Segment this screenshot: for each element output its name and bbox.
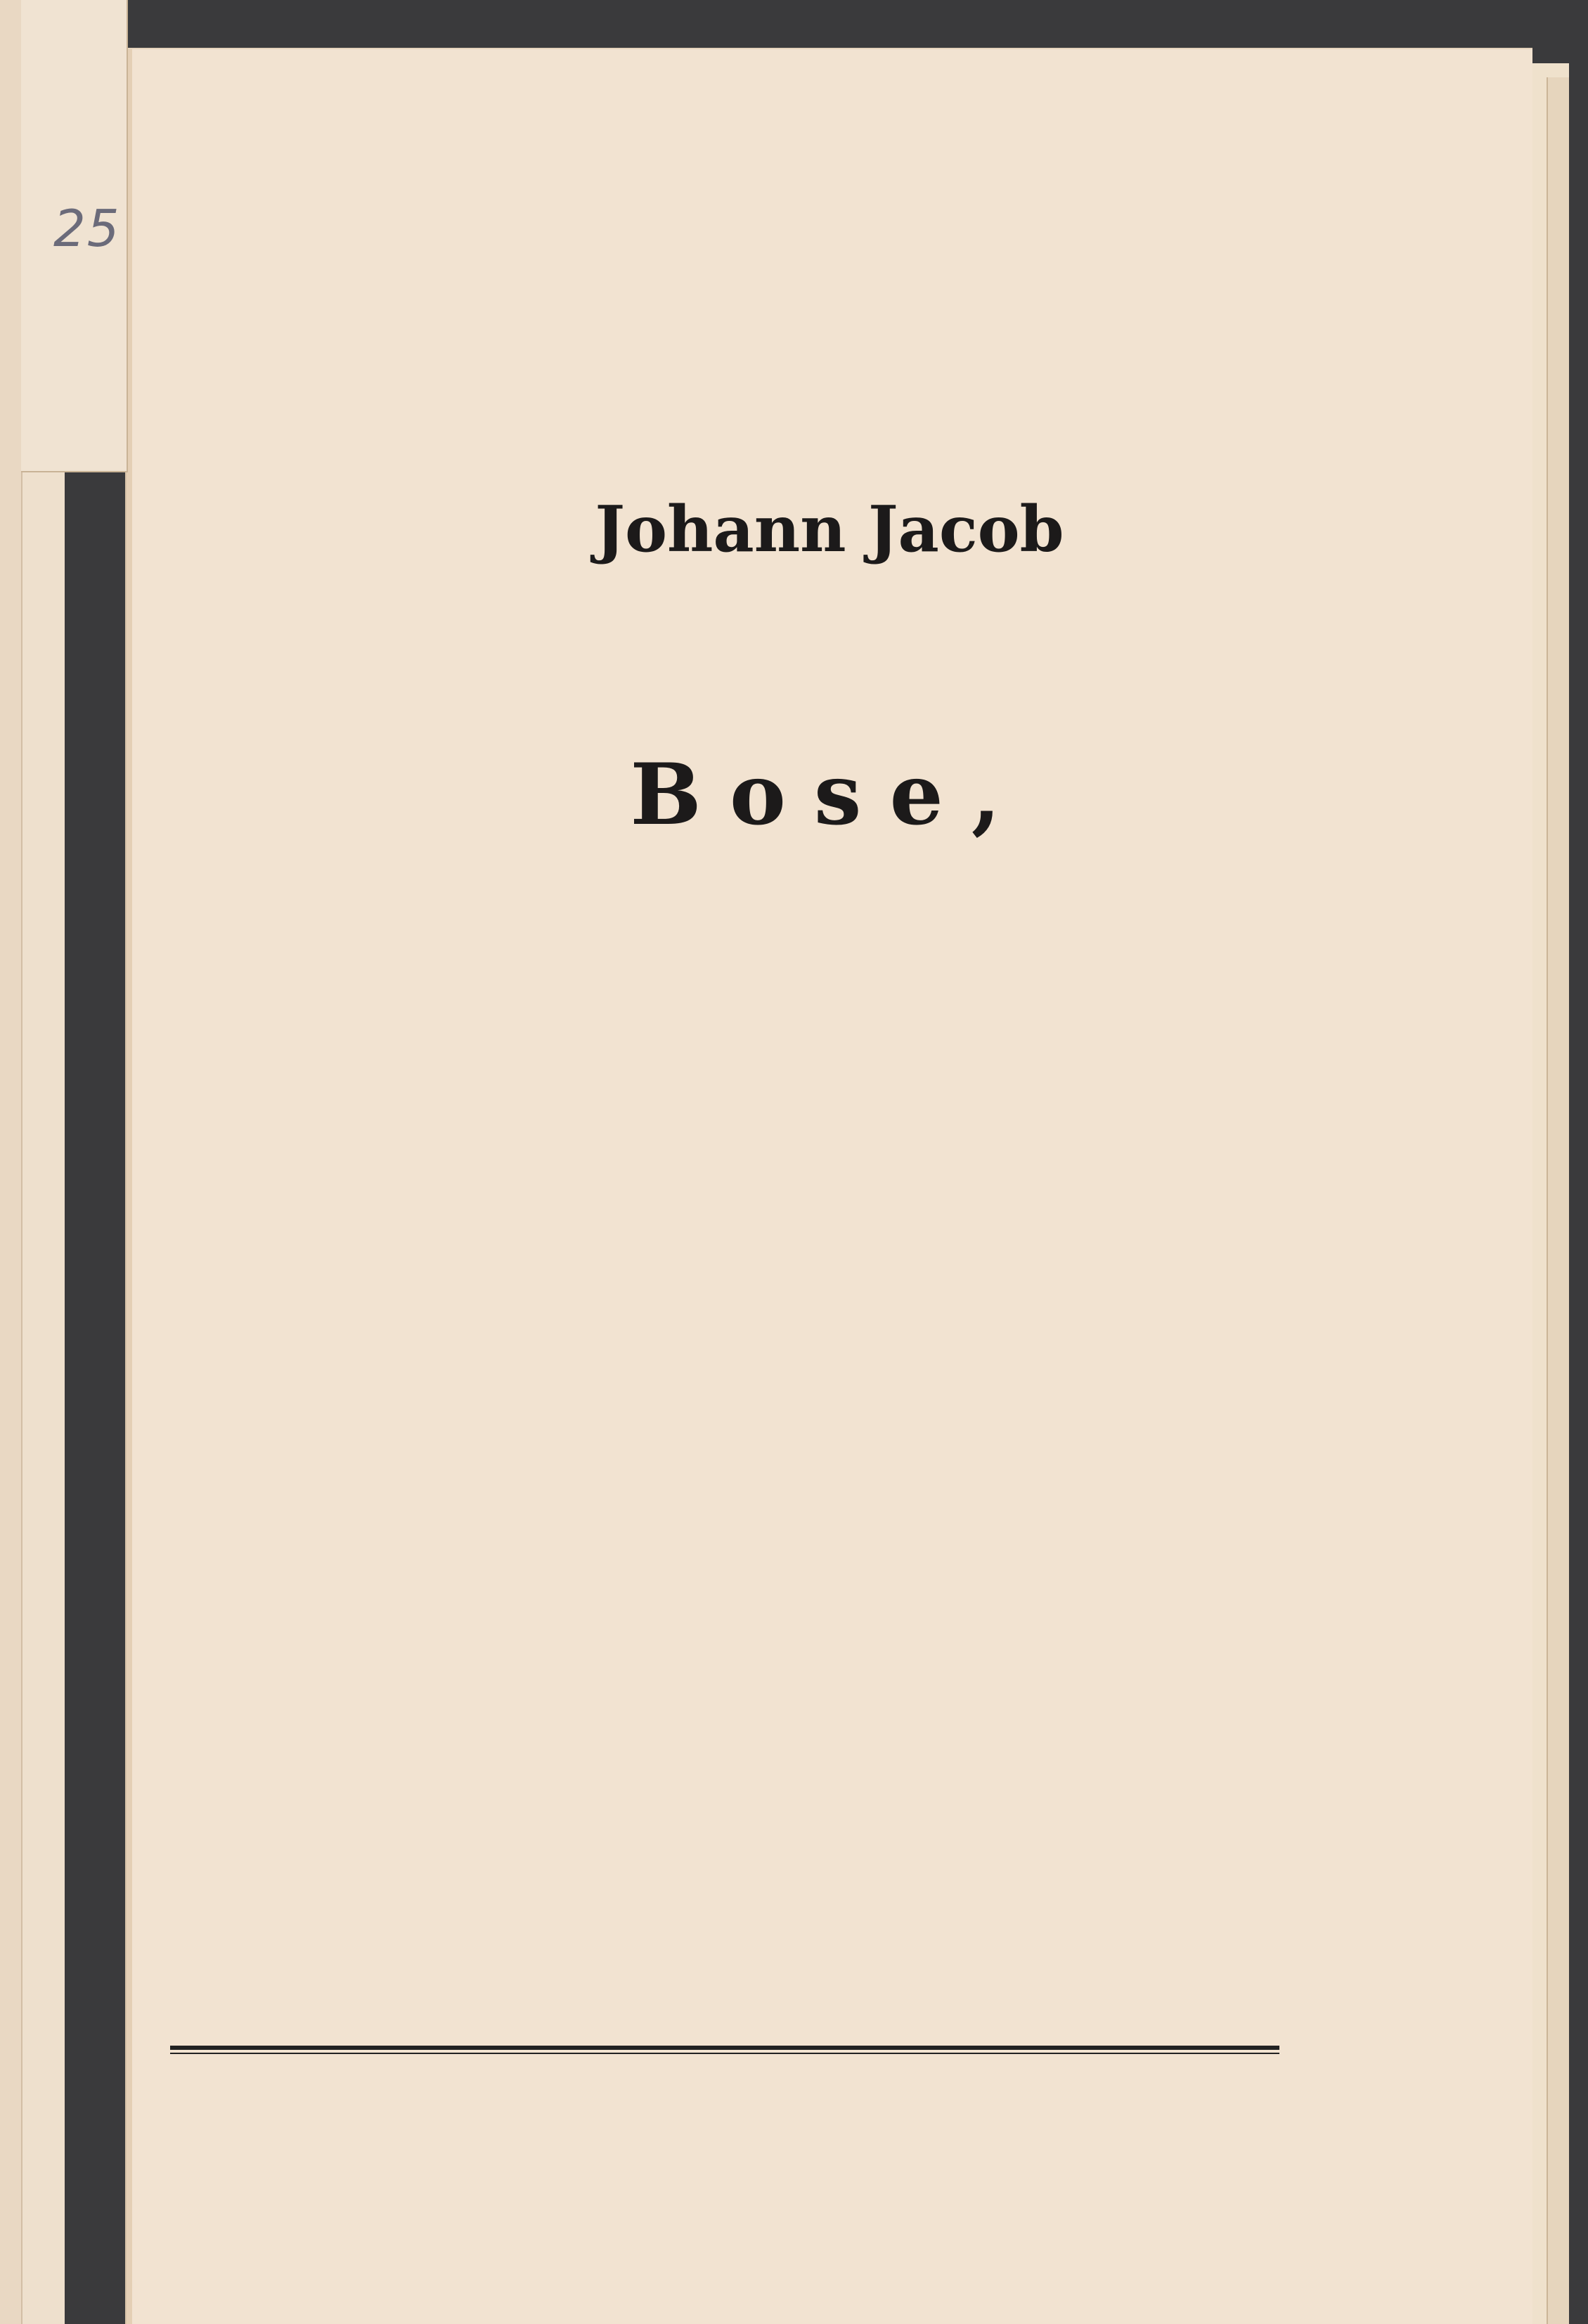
imprint-rule <box>170 2046 1279 2050</box>
page-stack-edge-2 <box>1547 77 1569 2324</box>
surname-line: Bose, <box>630 745 1029 844</box>
imprint-rule-thin <box>170 2053 1279 2054</box>
shelf-mark: 25 <box>53 199 121 258</box>
name-line: Johann Jacob <box>595 492 1064 567</box>
title-page <box>127 49 1532 2324</box>
